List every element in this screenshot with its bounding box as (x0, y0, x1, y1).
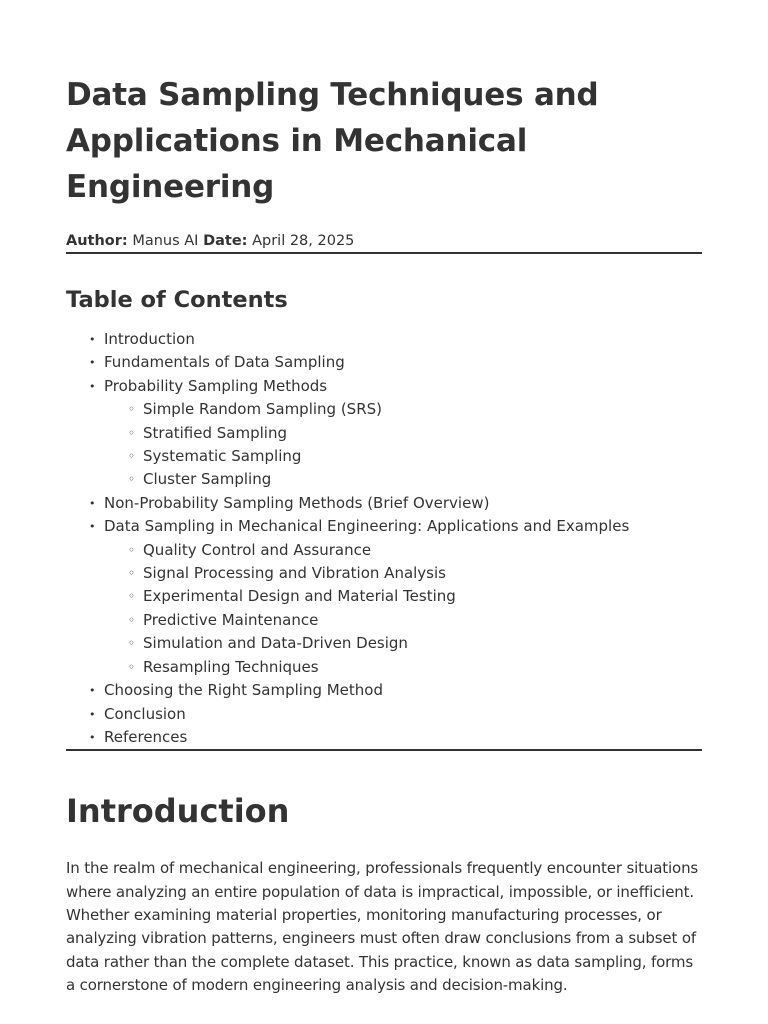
toc-subitem-cluster[interactable] (143, 468, 702, 491)
introduction-heading: Introduction (66, 792, 290, 831)
toc-item-label: Choosing the Right Sampling Method (104, 681, 384, 700)
document-date: April 28, 2025 (252, 233, 355, 249)
author-label: Author: (66, 233, 128, 249)
toc-subitem-resampling[interactable] (143, 656, 702, 679)
toc-subitem-label: Experimental Design and Material Testing (143, 587, 456, 606)
toc-item-label: Data Sampling in Mechanical Engineering: Applications and Examples (104, 517, 630, 536)
toc-subitem-quality-control[interactable] (143, 539, 702, 562)
toc-subitem-experimental-design[interactable] (143, 585, 702, 608)
toc-subitem-label: Simulation and Data-Driven Design (143, 634, 408, 653)
toc-subitem-stratified[interactable] (143, 422, 702, 445)
toc-subitem-predictive-maintenance[interactable] (143, 609, 702, 632)
toc-subitem-systematic[interactable] (143, 445, 702, 468)
toc-item-label: Introduction (104, 330, 195, 348)
toc-subitem-simple-random[interactable] (143, 398, 702, 421)
toc-subitem-label: Cluster Sampling (143, 470, 272, 489)
introduction-paragraph: In the realm of mechanical engineering, professionals frequently encounter situations where analyzing an entire population of data is impractical, impossible, or inefficient. Whether examining material properties, monitoring manufacturing processes, or analyzing vibration patterns, engineers must often draw conclusions from a subset of data rather than the complete dataset. This practice, known as data sampling, forms a cornerstone of modern engineering analysis and decision-making. (66, 859, 699, 994)
toc-item-label: References (104, 727, 188, 746)
toc-item-introduction[interactable] (104, 328, 702, 351)
toc-item-label: Fundamentals of Data Sampling (104, 353, 345, 372)
toc-item-non-probability[interactable] (104, 492, 702, 515)
toc-item-fundamentals[interactable] (104, 351, 702, 374)
toc-subitem-label: Signal Processing and Vibration Analysis (143, 564, 446, 583)
toc-item-applications[interactable] (104, 515, 702, 679)
document-meta (66, 230, 702, 252)
toc-item-probability-sampling[interactable] (104, 375, 702, 492)
toc-sublist (104, 398, 702, 492)
toc-subitem-signal-processing[interactable] (143, 562, 702, 585)
author-name: Manus AI (132, 233, 199, 249)
divider (66, 749, 702, 751)
toc-heading: Table of Contents (66, 287, 288, 313)
toc-subitem-label: Systematic Sampling (143, 447, 302, 466)
toc-item-label: Conclusion (104, 704, 186, 723)
toc-item-label: Probability Sampling Methods (104, 376, 328, 395)
date-label: Date: (203, 233, 248, 249)
toc-sublist (104, 539, 702, 679)
toc-subitem-simulation[interactable] (143, 632, 702, 655)
toc-item-conclusion[interactable] (104, 703, 702, 726)
toc-item-label: Non-Probability Sampling Methods (Brief Overview) (104, 493, 490, 512)
document-title: Data Sampling Techniques and Applications in Mechanical Engineering (66, 77, 599, 205)
toc-subitem-label: Stratified Sampling (143, 423, 287, 442)
toc-item-choosing-method[interactable] (104, 679, 702, 702)
toc-subitem-label: Quality Control and Assurance (143, 540, 372, 559)
toc-subitem-label: Resampling Techniques (143, 657, 319, 676)
toc-item-references[interactable] (104, 726, 702, 749)
toc-subitem-label: Predictive Maintenance (143, 610, 319, 629)
table-of-contents (66, 328, 702, 749)
divider (66, 252, 702, 254)
toc-subitem-label: Simple Random Sampling (SRS) (143, 400, 383, 419)
